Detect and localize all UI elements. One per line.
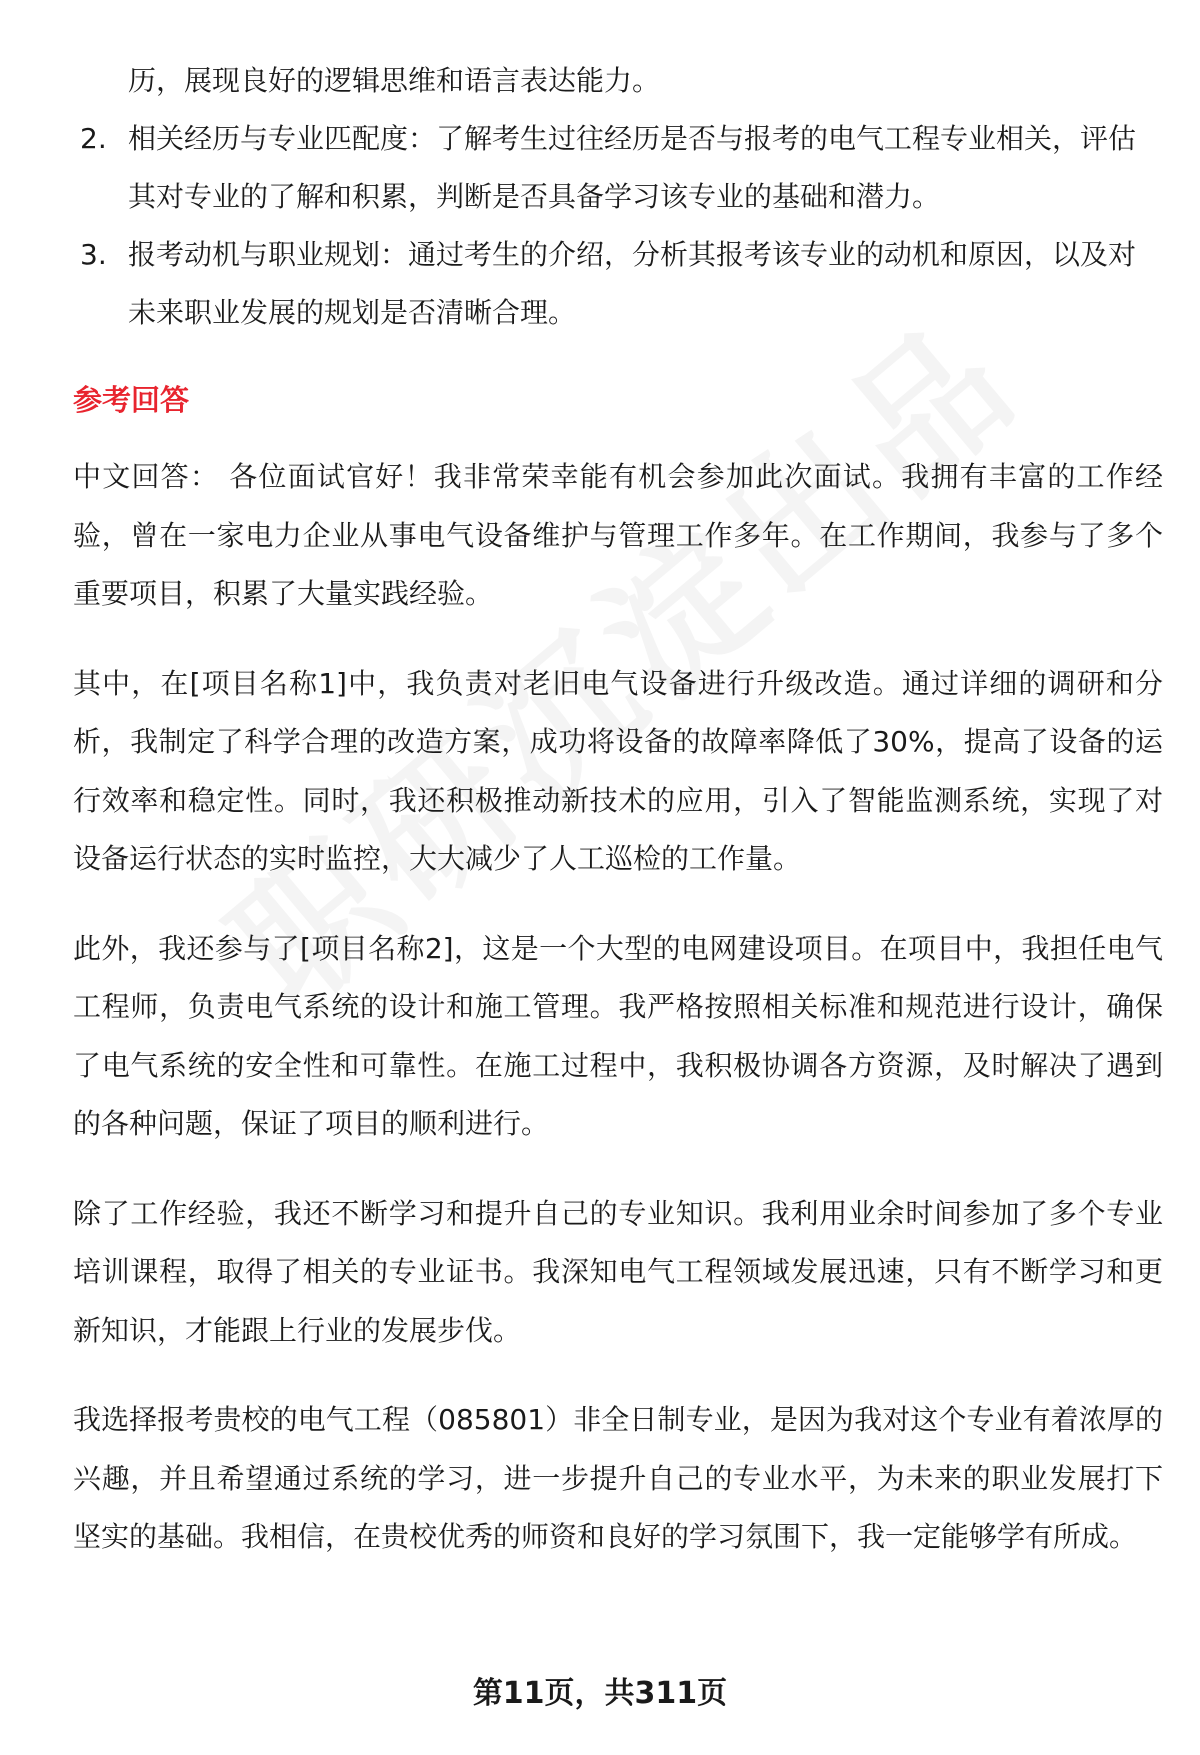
criterion-text: 报考动机与职业规划：通过考生的介绍，分析其报考该专业的动机和原因，以及对未来职业发展的规划是否清晰合理。 [128, 238, 1137, 329]
criteria-list [80, 110, 1160, 342]
criterion-number: 2. [80, 122, 107, 155]
criterion-item [80, 226, 1160, 342]
criterion-item [80, 110, 1160, 226]
criterion-number: 3. [80, 238, 107, 271]
answer-paragraph: 其中，在[项目名称1]中，我负责对老旧电气设备进行升级改造。通过详细的调研和分析，我制定了科学合理的改造方案，成功将设备的故障率降低了30%，提高了设备的运行效率和稳定性。同时，我还积极推动新技术的应用，引入了智能监测系统，实现了对设备运行状态的实时监控，大大减少了人工巡检的工作量。 [73, 666, 1163, 875]
answer-paragraph: 此外，我还参与了[项目名称2]，这是一个大型的电网建设项目。在项目中，我担任电气工程师，负责电气系统的设计和施工管理。我严格按照相关标准和规范进行设计，确保了电气系统的安全性和可靠性。在施工过程中，我积极协调各方资源，及时解决了遇到的各种问题，保证了项目的顺利进行。 [73, 931, 1163, 1140]
answer-paragraph: 除了工作经验，我还不断学习和提升自己的专业知识。我利用业余时间参加了多个专业培训课程，取得了相关的专业证书。我深知电气工程领域发展迅速，只有不断学习和更新知识，才能跟上行业的发展步伐。 [73, 1196, 1163, 1347]
answer-paragraph: 我选择报考贵校的电气工程（085801）非全日制专业，是因为我对这个专业有着浓厚的兴趣，并且希望通过系统的学习，进一步提升自己的专业水平，为未来的职业发展打下坚实的基础。我相信，在贵校优秀的师资和良好的学习氛围下，我一定能够学有所成。 [73, 1403, 1163, 1553]
answer-paragraph: 中文回答： 各位面试官好！我非常荣幸能有机会参加此次面试。我拥有丰富的工作经验，曾在一家电力企业从事电气设备维护与管理工作多年。在工作期间，我参与了多个重要项目，积累了大量实践经验。 [73, 460, 1163, 610]
criterion-text: 相关经历与专业匹配度：了解考生过往经历是否与报考的电气工程专业相关，评估其对专业的了解和积累，判断是否具备学习该专业的基础和潜力。 [128, 122, 1137, 213]
page-footer: 第11页，共311页 [472, 1676, 728, 1711]
criterion-1-continuation: 历，展现良好的逻辑思维和语言表达能力。 [128, 64, 661, 97]
section-title-reference-answer: 参考回答 [73, 383, 190, 417]
answer-body [73, 448, 1163, 1598]
